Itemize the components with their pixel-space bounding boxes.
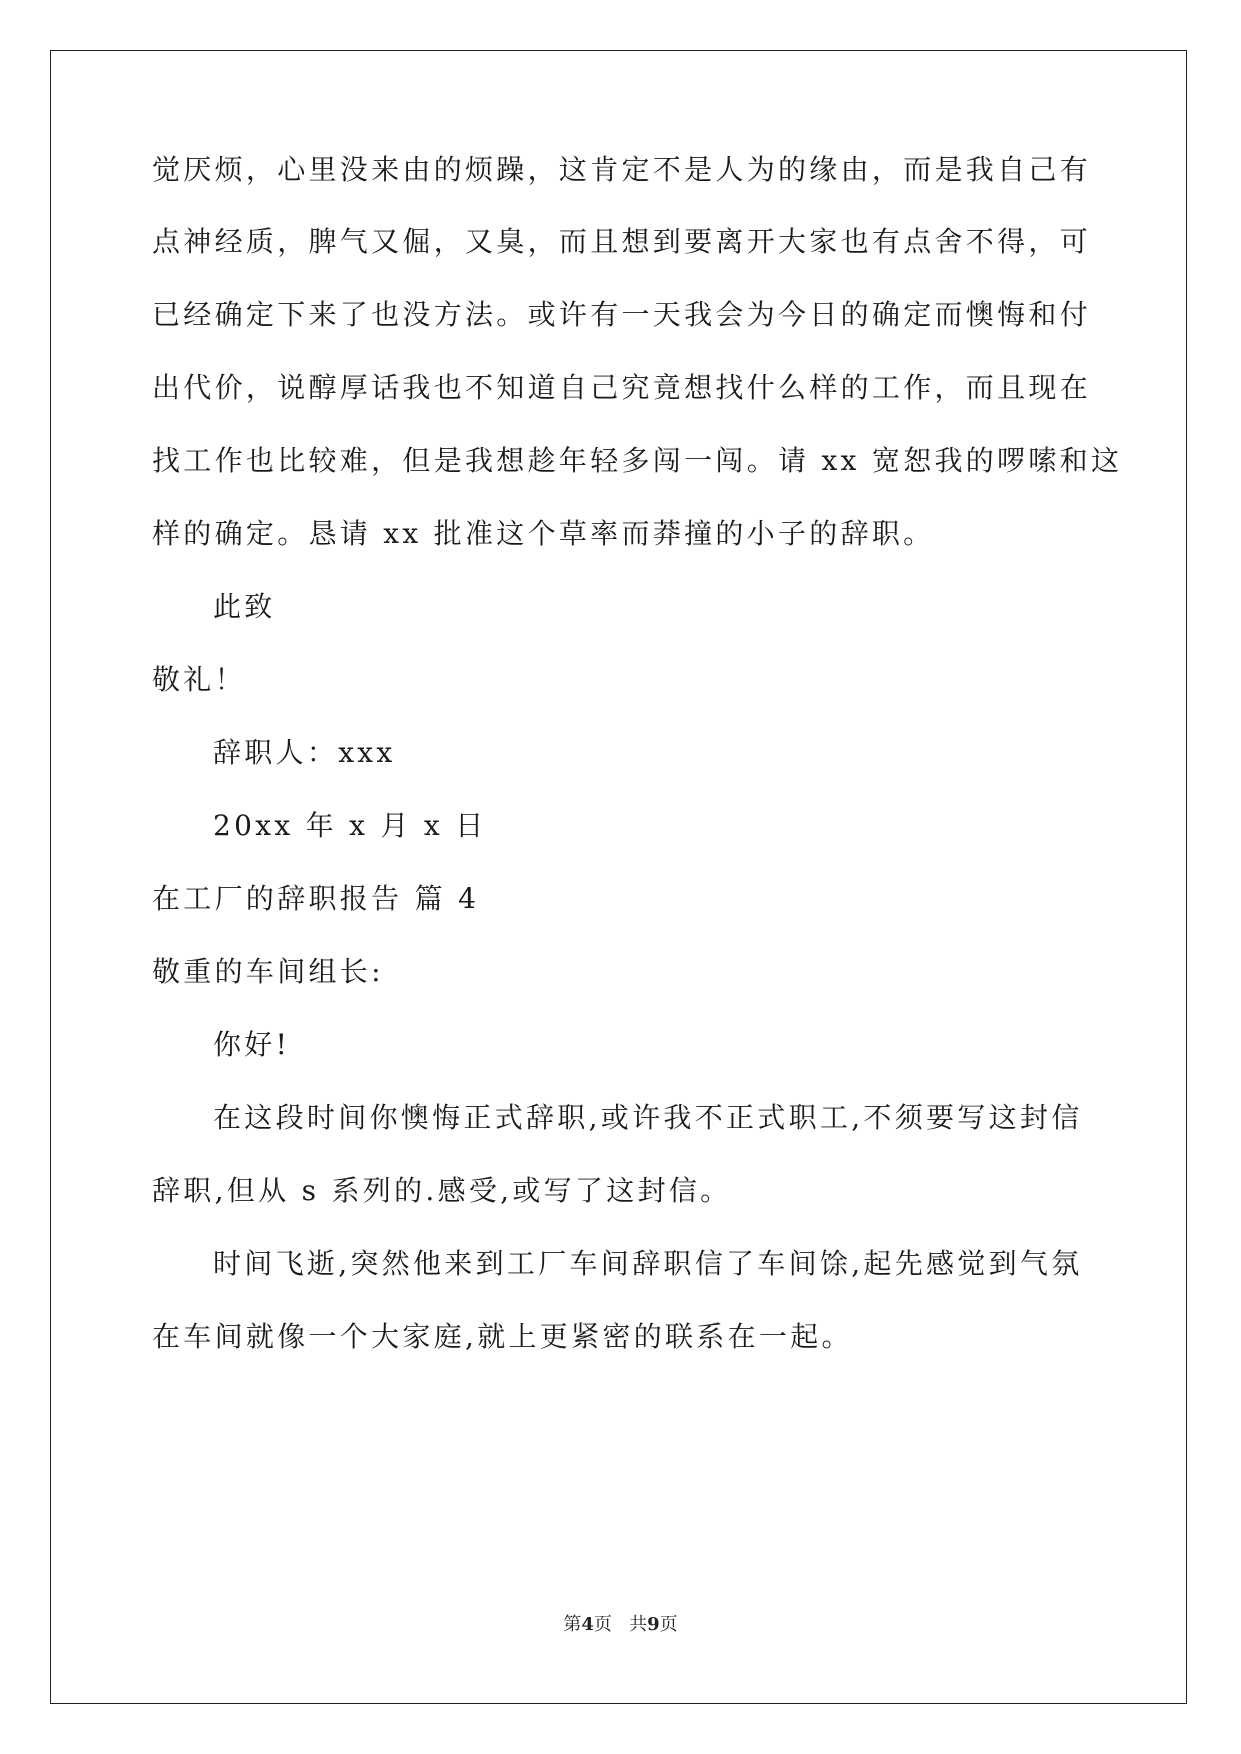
body-line-2: 点神经质，脾气又倔，又臭，而且想到要离开大家也有点舍不得，可 (152, 225, 1092, 258)
body-line-6: 样的确定。恳请 xx 批准这个草率而莽撞的小子的辞职。 (152, 517, 935, 550)
letter-addressee: 敬重的车间组长: (152, 955, 384, 988)
paragraph-2-line-2: 在车间就像一个大家庭,就上更紧密的联系在一起。 (152, 1320, 853, 1353)
total-prefix: 共 (629, 1614, 648, 1635)
section-heading: 在工厂的辞职报告 篇 4 (152, 882, 480, 915)
page-footer (0, 1613, 1241, 1637)
closing-regards: 敬礼！ (152, 663, 246, 696)
body-line-4: 出代价，说醇厚话我也不知道自己究竟想找什么样的工作，而且现在 (152, 371, 1092, 404)
letter-greeting: 你好! (213, 1028, 291, 1061)
page-suffix: 页 (593, 1614, 612, 1635)
signature-name: 辞职人：xxx (213, 736, 396, 769)
body-line-1: 觉厌烦，心里没来由的烦躁，这肯定不是人为的缘由，而是我自己有 (152, 153, 1092, 186)
page-current: 4 (581, 1614, 594, 1635)
signature-date: 20xx 年 x 月 x 日 (213, 809, 487, 842)
page-prefix: 第 (563, 1614, 582, 1635)
paragraph-1-line-2: 辞职,但从 s 系列的.感受,或写了这封信。 (152, 1174, 732, 1207)
paragraph-1-line-1: 在这段时间你懊悔正式辞职,或许我不正式职工,不须要写这封信 (213, 1101, 1083, 1134)
page-total: 9 (647, 1614, 660, 1635)
total-suffix: 页 (659, 1614, 678, 1635)
body-line-3: 已经确定下来了也没方法。或许有一天我会为今日的确定而懊悔和付 (152, 298, 1092, 331)
body-line-5: 找工作也比较难，但是我想趁年轻多闯一闯。请 xx 宽恕我的啰嗦和这 (152, 444, 1123, 477)
closing-salutation: 此致 (213, 590, 276, 623)
paragraph-2-line-1: 时间飞逝,突然他来到工厂车间辞职信了车间馀,起先感觉到气氛 (213, 1247, 1083, 1280)
